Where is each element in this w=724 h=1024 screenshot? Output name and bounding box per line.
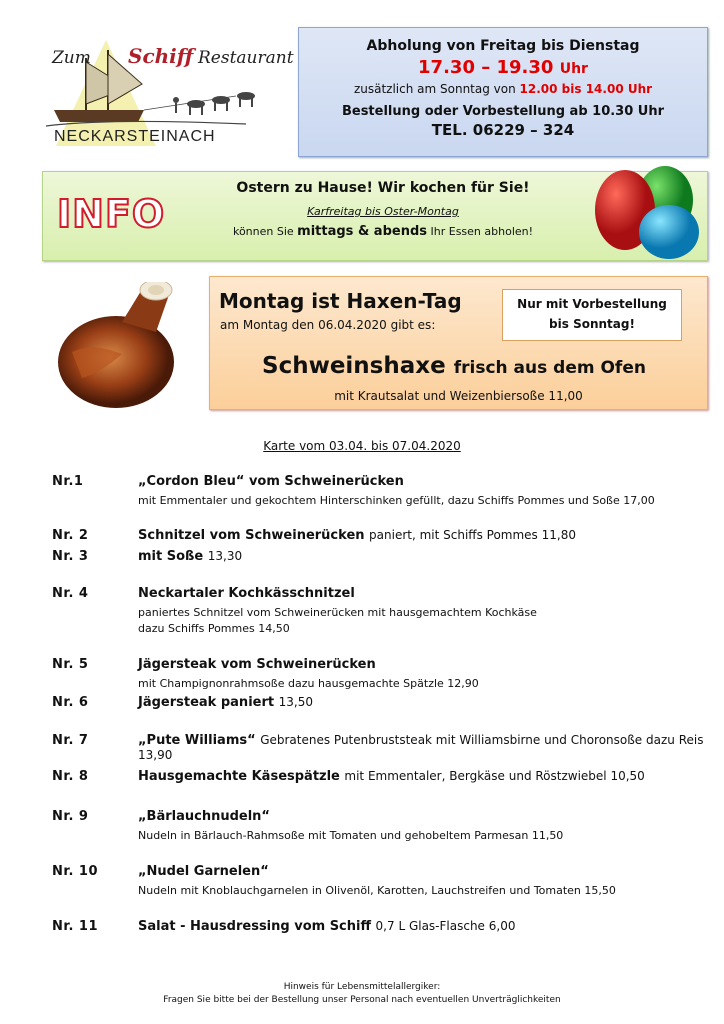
haxen-dish (262, 353, 646, 379)
logo-schiff: Schiff (128, 44, 194, 68)
info-headline: Ostern zu Hause! Wir kochen für Sie! (236, 180, 530, 196)
info-text (213, 180, 553, 239)
menu-item-title (138, 733, 724, 763)
menu-item-number: Nr. 6 (52, 695, 89, 710)
menu-item-title (138, 549, 242, 564)
haxen-title: Montag ist Haxen-Tag (219, 289, 462, 313)
pickup-time (299, 57, 707, 78)
haxen-date: am Montag den 06.04.2020 gibt es: (220, 318, 436, 332)
menu-item-number: Nr. 3 (52, 549, 89, 564)
menu-item-title-text: Neckartaler Kochkässchnitzel (138, 586, 355, 601)
menu-item-description: dazu Schiffs Pommes 14,50 (138, 622, 290, 635)
menu-item-title (138, 809, 270, 824)
menu-item-title (138, 586, 355, 601)
info-days: Karfreitag bis Oster-Montag (307, 205, 459, 218)
menu-item-title-text: „Nudel Garnelen“ (138, 864, 269, 879)
logo-zum: Zum (52, 48, 91, 68)
info-pickup-pre: können Sie (232, 225, 294, 238)
menu-item-extra: Gebratenes Putenbruststeak mit Williamsbirne und Choronsoße dazu Reis 13,90 (138, 733, 704, 762)
menu-item-title-text: Jägersteak paniert (138, 695, 275, 710)
preorder-note (502, 289, 682, 341)
menu-item-extra: mit Emmentaler, Bergkäse und Röstzwiebel 10,50 (344, 769, 645, 783)
menu-item-title-text: „Bärlauchnudeln“ (138, 809, 270, 824)
pickup-sunday (299, 82, 707, 96)
menu-item-extra: 13,50 (278, 695, 313, 709)
menu-item-title-text: Salat - Hausdressing vom Schiff (138, 919, 372, 934)
info-wordart: INFO (57, 192, 166, 236)
menu-item-description: mit Champignonrahmsoße dazu hausgemachte Spätzle 12,90 (138, 677, 479, 690)
pickup-info-box (298, 27, 708, 157)
logo-place: NECKARSTEINACH (54, 128, 216, 145)
menu-item-title (138, 657, 376, 672)
haxen-side: mit Krautsalat und Weizenbiersoße 11,00 (334, 389, 583, 403)
menu-item-title (138, 864, 269, 879)
menu-item-title (138, 695, 313, 710)
menu-item-number: Nr. 9 (52, 809, 89, 824)
menu-item-number: Nr.1 (52, 474, 84, 489)
menu-item-number: Nr. 8 (52, 769, 89, 784)
menu-item-title-text: „Cordon Bleu“ vom Schweinerücken (138, 474, 404, 489)
menu-item-title (138, 919, 515, 934)
pickup-time-main: 17.30 – 19.30 (418, 57, 554, 78)
info-pickup (213, 224, 553, 239)
menu-item-title-text: mit Soße (138, 549, 204, 564)
haxen-dish-rest: frisch aus dem Ofen (453, 358, 646, 378)
restaurant-logo (46, 38, 294, 150)
menu-item-number: Nr. 5 (52, 657, 89, 672)
menu-item-extra: 0,7 L Glas-Flasche 6,00 (375, 919, 516, 933)
menu-item-number: Nr. 11 (52, 919, 98, 934)
menu-item-description: paniertes Schnitzel vom Schweinerücken mit hausgemachtem Kochkäse (138, 606, 537, 619)
info-pickup-bold: mittags & abends (297, 224, 428, 239)
menu-item-title-text: Jägersteak vom Schweinerücken (138, 657, 376, 672)
menu-item-title-text: „Pute Williams“ (138, 733, 256, 748)
menu-item-description: Nudeln mit Knoblauchgarnelen in Olivenöl, Karotten, Lauchstreifen und Tomaten 15,50 (138, 884, 616, 897)
menu-item-number: Nr. 4 (52, 586, 89, 601)
menu-item-number: Nr. 7 (52, 733, 89, 748)
sunday-prefix: zusätzlich am Sonntag von (353, 82, 516, 96)
footer-line1: Hinweis für Lebensmittelallergiker: (283, 982, 441, 992)
menu-item-description: Nudeln in Bärlauch-Rahmsoße mit Tomaten und gehobeltem Parmesan 11,50 (138, 829, 564, 842)
pork-knuckle-image (52, 282, 188, 412)
menu-item-title (138, 528, 576, 543)
menu-item-title (138, 769, 645, 784)
menu-item-title-text: Schnitzel vom Schweinerücken (138, 528, 365, 543)
menu-item-title-text: Hausgemachte Käsespätzle (138, 769, 340, 784)
preorder-note-line2: bis Sonntag! (549, 317, 635, 331)
sunday-time: 12.00 bis 14.00 Uhr (519, 82, 653, 96)
menu-item-number: Nr. 10 (52, 864, 98, 879)
menu-item-extra: 13,30 (207, 549, 243, 563)
pickup-days: Abholung von Freitag bis Dienstag (366, 38, 640, 54)
logo-restaurant: Restaurant (198, 48, 294, 68)
footer-line2: Fragen Sie bitte bei der Bestellung unser Personal nach eventuellen Unverträglichkeiten (163, 995, 561, 1005)
pickup-phone: TEL. 06229 – 324 (431, 121, 575, 139)
haxen-tag-box (209, 276, 708, 410)
info-pickup-post: Ihr Essen abholen! (430, 225, 534, 238)
easter-eggs-image (567, 162, 707, 262)
allergy-footer (0, 981, 724, 1007)
menu-item-number: Nr. 2 (52, 528, 89, 543)
haxen-dish-name: Schweinshaxe (262, 353, 446, 379)
pickup-order: Bestellung oder Vorbestellung ab 10.30 Uhr (341, 104, 665, 119)
easter-info-box (42, 171, 708, 261)
menu-date-heading: Karte vom 03.04. bis 07.04.2020 (263, 439, 461, 453)
menu-item-title (138, 474, 404, 489)
menu-item-extra: paniert, mit Schiffs Pommes 11,80 (369, 528, 576, 542)
preorder-note-line1: Nur mit Vorbestellung (517, 297, 667, 311)
pickup-time-unit: Uhr (559, 61, 588, 77)
menu-item-description: mit Emmentaler und gekochtem Hinterschinken gefüllt, dazu Schiffs Pommes und Soße 17,00 (138, 494, 655, 507)
